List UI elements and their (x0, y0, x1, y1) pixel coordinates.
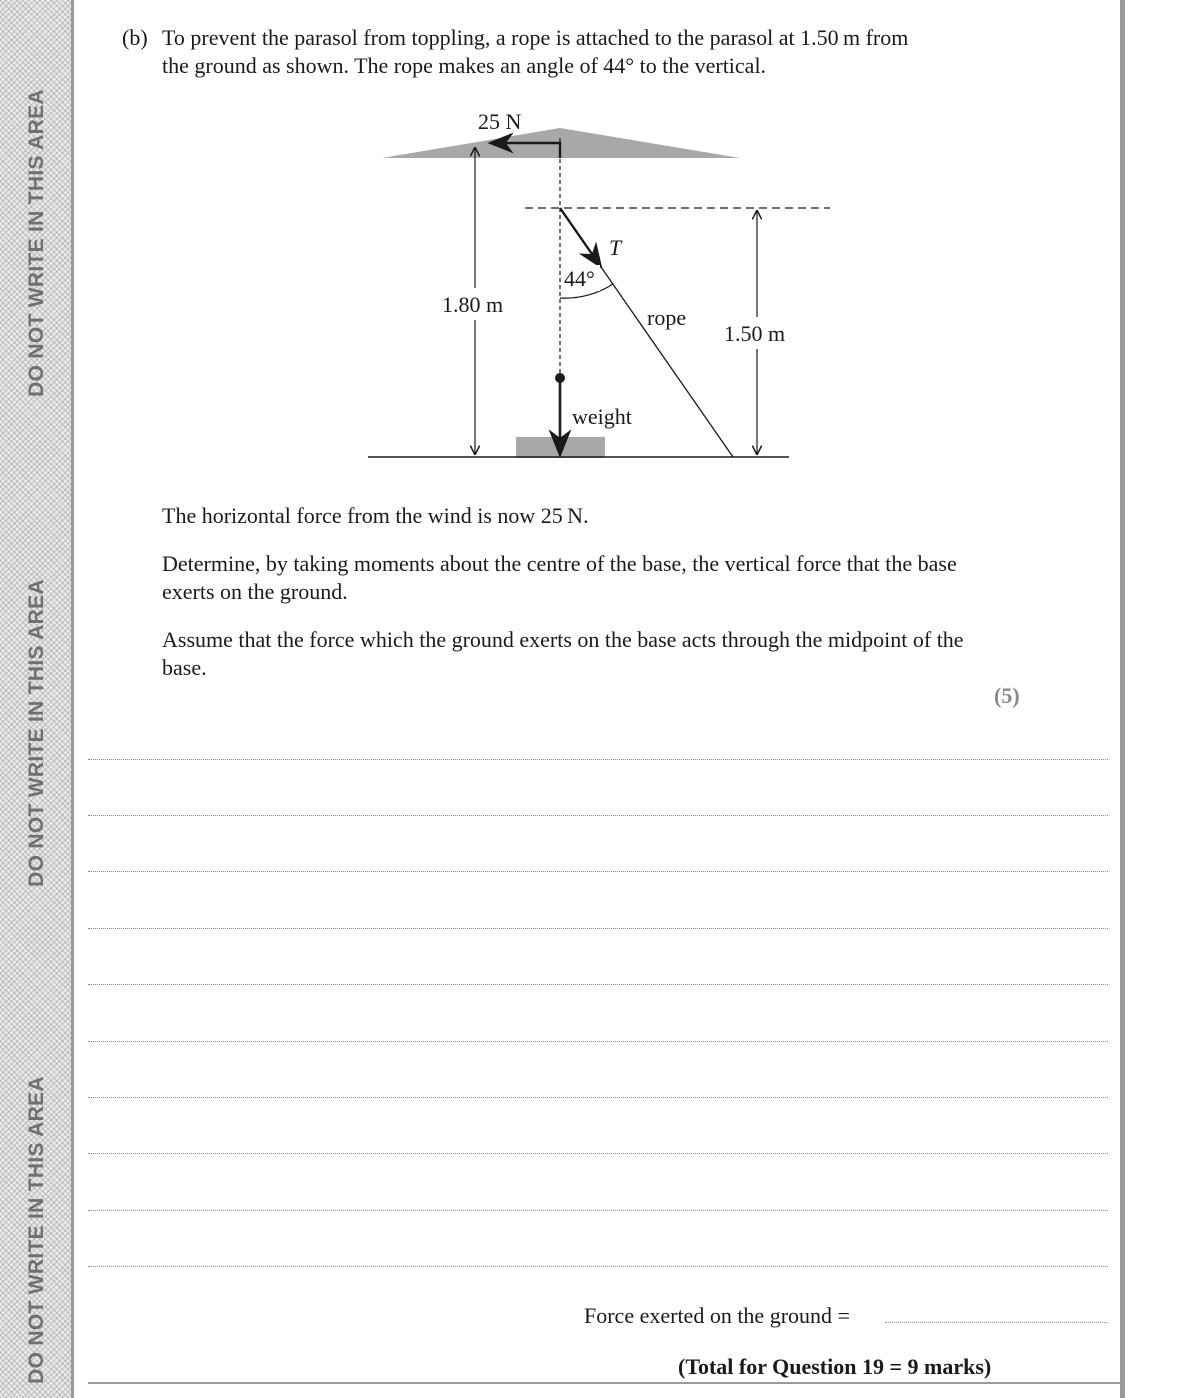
question-intro-line-2: the ground as shown. The rope makes an angle of 44° to the vertical. (162, 53, 767, 78)
question-paragraph-task: Determine, by taking moments about the centre of the base, the vertical force that the base exerts on the ground. (162, 551, 957, 604)
answer-line[interactable] (88, 1153, 1108, 1154)
height-rope-label: 1.50 m (724, 321, 786, 346)
tension-arrow (560, 208, 601, 267)
do-not-write-label: DO NOT WRITE IN THIS AREA (25, 89, 48, 397)
answer-line[interactable] (88, 1210, 1108, 1211)
answer-line[interactable] (88, 984, 1108, 985)
question-total-marks: (Total for Question 19 = 9 marks) (678, 1354, 992, 1379)
answer-line[interactable] (88, 1097, 1108, 1098)
final-answer-line[interactable] (885, 1322, 1107, 1323)
do-not-write-label: DO NOT WRITE IN THIS AREA (25, 1076, 48, 1384)
tension-label: T (609, 235, 622, 260)
marks-indicator: (5) (994, 683, 1020, 708)
height-total-label: 1.80 m (442, 292, 504, 317)
question-part-label: (b) (122, 25, 148, 50)
answer-line[interactable] (88, 759, 1108, 760)
wind-force-label: 25 N (478, 109, 522, 134)
question-intro-line-1: To prevent the parasol from toppling, a rope is attached to the parasol at 1.50 m from (162, 25, 909, 50)
question-paragraph-assumption: Assume that the force which the ground exerts on the base acts through the midpoint of the base. (162, 627, 964, 680)
angle-label: 44° (564, 266, 595, 291)
rope-label: rope (647, 305, 687, 330)
answer-line[interactable] (88, 928, 1108, 929)
answer-line[interactable] (88, 1266, 1108, 1267)
answer-line[interactable] (88, 815, 1108, 816)
question-paragraph-wind: The horizontal force from the wind is now 25 N. (162, 503, 589, 528)
do-not-write-label: DO NOT WRITE IN THIS AREA (25, 579, 48, 887)
weight-label: weight (572, 404, 632, 429)
answer-line[interactable] (88, 1041, 1108, 1042)
answer-line[interactable] (88, 871, 1108, 872)
answer-prompt: Force exerted on the ground = (584, 1303, 850, 1328)
